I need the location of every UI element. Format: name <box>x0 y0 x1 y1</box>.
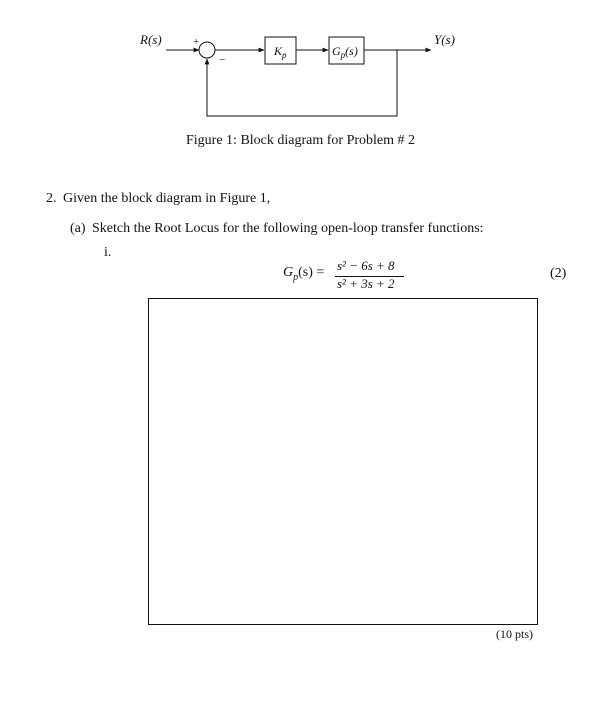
equation-numerator: s² − 6s + 8 <box>337 258 395 273</box>
answer-box[interactable] <box>148 298 538 625</box>
plant-label: $G_p(s)$ <box>332 44 358 60</box>
subpart-label: i. <box>104 245 112 260</box>
minus-sign: − <box>219 54 226 66</box>
marks-label: (2) <box>550 266 567 281</box>
equation-lhs: $G_p(s)$ = <box>283 265 325 283</box>
block-diagram <box>0 0 605 130</box>
question-text: Given the block diagram in Figure 1, <box>63 191 271 206</box>
part-text: Sketch the Root Locus for the following open-loop transfer functions: <box>92 221 484 236</box>
feedback-path <box>207 50 397 116</box>
controller-label: $K_p$ <box>274 44 287 60</box>
question-number: 2. <box>46 191 57 206</box>
figure-caption: Figure 1: Block diagram for Problem # 2 <box>186 133 416 148</box>
output-label: Y(s) <box>434 32 455 47</box>
equation-denominator: s² + 3s + 2 <box>337 276 395 291</box>
points-label: (10 pts) <box>496 627 533 641</box>
input-label: R(s) <box>140 32 162 47</box>
plus-sign: + <box>193 36 200 48</box>
part-label: (a) <box>70 221 86 236</box>
summing-junction <box>199 42 215 58</box>
